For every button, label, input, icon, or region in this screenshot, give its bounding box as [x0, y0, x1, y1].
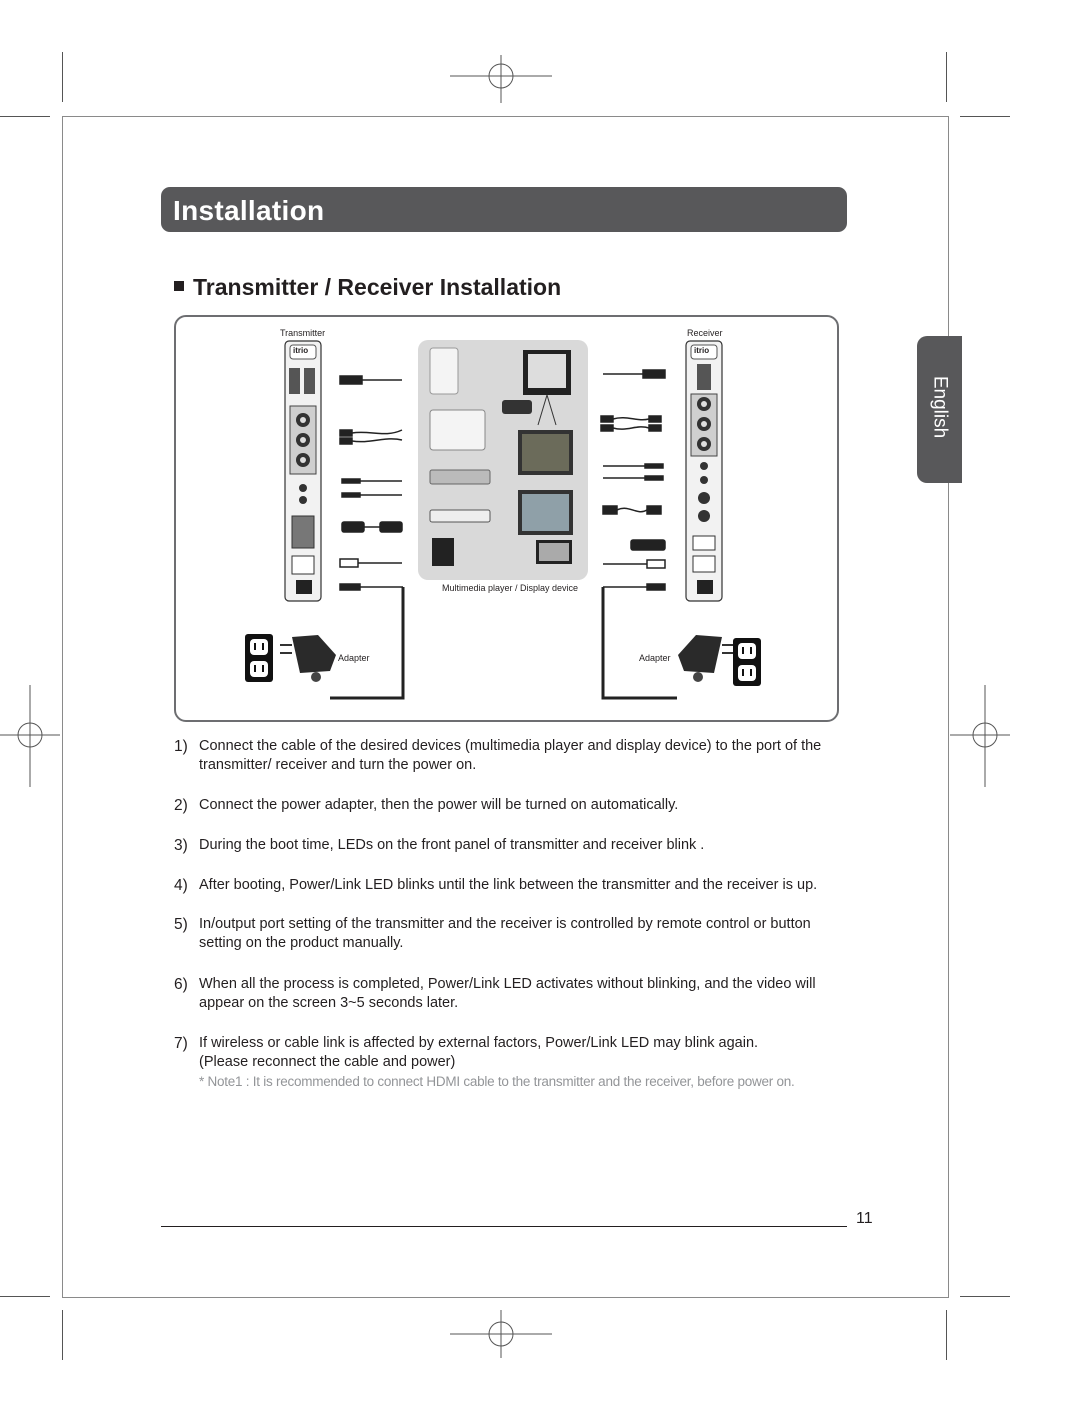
language-tab-label: English	[929, 375, 951, 439]
transmitter-device	[284, 340, 322, 602]
step-number: 3)	[174, 837, 188, 854]
crop-mark	[62, 52, 63, 102]
step-number: 2)	[174, 797, 188, 814]
step-text: In/output port setting of the transmitter and the receiver is controlled by remote control or button setting on the product manually.	[199, 916, 811, 951]
crop-mark	[946, 52, 947, 102]
power-adapter-right-icon	[674, 633, 736, 685]
transmitter-brand-logo: itrio	[293, 346, 309, 355]
transmitter-cables	[330, 360, 410, 705]
crop-mark	[946, 1310, 947, 1360]
bullet-square-icon	[174, 281, 184, 291]
step-number: 5)	[174, 916, 188, 933]
step-number: 4)	[174, 877, 188, 894]
step-text: Connect the cable of the desired devices (multimedia player and display device) to the port of the transmitter/ receiver and turn the power on.	[199, 738, 822, 773]
registration-mark-right	[950, 685, 1010, 787]
language-tab	[917, 336, 962, 483]
crop-mark	[0, 116, 50, 117]
step-text: Connect the power adapter, then the power will be turned on automatically.	[199, 797, 679, 813]
receiver-cables	[597, 360, 677, 705]
step-text: If wireless or cable link is affected by external factors, Power/Link LED may blink again.	[199, 1035, 759, 1051]
multimedia-devices-panel	[418, 340, 588, 580]
page-title: Installation	[173, 195, 325, 226]
registration-mark-bottom	[450, 1310, 552, 1362]
crop-mark	[0, 1296, 50, 1297]
step-number: 6)	[174, 976, 188, 993]
note-text: * Note1 : It is recommended to connect HDMI cable to the transmitter and the receiver, before power on.	[199, 1074, 795, 1089]
step-7-subtext	[199, 1053, 455, 1072]
registration-mark-left	[0, 685, 60, 787]
receiver-device	[685, 340, 723, 602]
step-text: During the boot time, LEDs on the front panel of transmitter and receiver blink .	[199, 837, 705, 853]
center-devices-label: Multimedia player / Display device	[442, 583, 579, 593]
transmitter-label: Transmitter	[280, 328, 326, 338]
page-number: 11	[856, 1210, 873, 1227]
crop-mark	[960, 1296, 1010, 1297]
section-title	[174, 274, 561, 301]
registration-mark-top	[450, 55, 552, 115]
receiver-brand-logo: itrio	[694, 346, 710, 355]
wall-outlet-left	[244, 633, 274, 683]
adapter-right-label: Adapter	[639, 653, 671, 663]
section-title-text: Transmitter / Receiver Installation	[193, 274, 562, 300]
header-bar	[161, 187, 847, 232]
step-number: 1)	[174, 738, 188, 755]
power-adapter-left-icon	[278, 633, 340, 685]
step-subtext: (Please reconnect the cable and power)	[199, 1054, 456, 1070]
footer-divider	[161, 1226, 847, 1227]
step-text: After booting, Power/Link LED blinks until the link between the transmitter and the receiver is up.	[199, 877, 818, 893]
receiver-label: Receiver	[687, 328, 723, 338]
crop-mark	[62, 1310, 63, 1360]
crop-mark	[960, 116, 1010, 117]
step-number: 7)	[174, 1035, 188, 1052]
adapter-left-label: Adapter	[338, 653, 370, 663]
wall-outlet-right	[732, 637, 762, 687]
step-text: When all the process is completed, Power/Link LED activates without blinking, and the video will appear on the screen 3~5 seconds later.	[199, 976, 816, 1011]
